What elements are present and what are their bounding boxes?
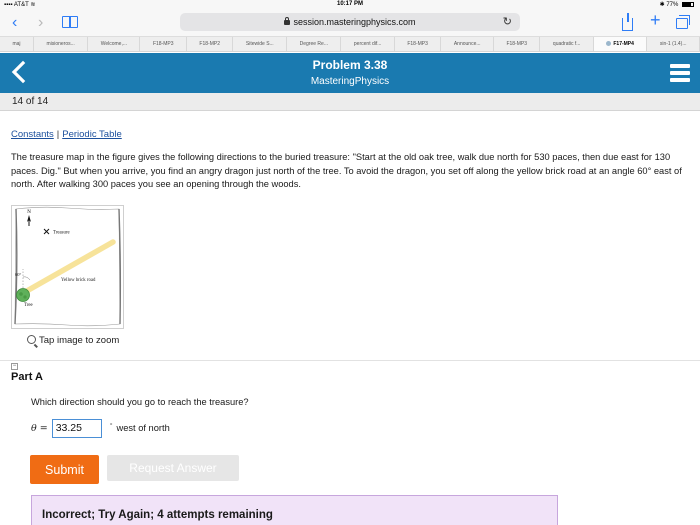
figure-treasure-label: Treasure (53, 230, 70, 236)
unit-label: ° west of north (109, 423, 170, 433)
url-text: session.masteringphysics.com (293, 17, 416, 27)
clock: 10:17 PM (336, 1, 363, 7)
reload-icon[interactable]: ↻ (502, 16, 512, 28)
figure-tree-label: Tree (24, 303, 33, 308)
bookmark-tab[interactable]: Sitewide S... (233, 37, 287, 51)
treasure-map-figure[interactable] (11, 205, 124, 329)
angle-value: 60° (637, 165, 652, 176)
bookmark-tab[interactable]: maj (0, 37, 34, 51)
bookmark-tab[interactable]: Announce... (441, 37, 494, 51)
request-answer-button[interactable]: Request Answer (107, 455, 239, 481)
periodic-table-link[interactable]: Periodic Table (62, 129, 122, 140)
bookmark-tab[interactable]: Degree Re... (287, 37, 341, 51)
new-tab-icon[interactable]: + (650, 10, 661, 30)
zoom-link[interactable]: Tap image to zoom (27, 335, 119, 346)
link-separator: | (56, 129, 60, 140)
question-text: Which direction should you go to reach the treasure? (31, 397, 249, 407)
figure-angle-label: 60° (15, 272, 22, 277)
bookmark-tab[interactable]: misioneros... (34, 37, 88, 51)
answer-row (31, 418, 170, 438)
problem-statement: The treasure map in the figure gives the following directions to the buried treasure: "Start at the old oak tree, walk due north for 530 paces, then due east for 130 paces. Dig." But when you arrive, you find an angry dragon just north of the tree. To avoid the dragon, you set off along the yellow brick road at an angle 60° east of north. After walking 300 paces you see an opening through the woods. (11, 152, 682, 190)
part-title: Part A (11, 371, 43, 383)
page-title: Problem 3.38 (312, 58, 388, 72)
constants-link[interactable]: Constants (11, 129, 54, 140)
figure-road-label: Yellow brick road (61, 278, 96, 283)
tree-icon (17, 289, 30, 302)
signal-icon: ▪▪▪▪ (4, 2, 13, 8)
battery-icon (682, 2, 694, 7)
bookmark-tab[interactable]: F18-MP3 (395, 37, 441, 51)
theta-label: θ = (31, 422, 48, 434)
tabs-icon[interactable] (676, 18, 688, 29)
forward-icon[interactable]: › (38, 14, 44, 31)
resource-links (11, 129, 122, 140)
divider (0, 360, 700, 361)
collapse-icon[interactable]: − (12, 363, 17, 369)
page-subtitle: MasteringPhysics (310, 76, 390, 87)
share-icon[interactable] (622, 18, 633, 31)
bookmark-tab[interactable]: Welcome,... (88, 37, 140, 51)
wifi-icon: ≋ (30, 2, 36, 8)
tab-favicon-icon (606, 41, 611, 46)
problem-counter: 14 of 14 (0, 93, 700, 111)
app-header (0, 53, 700, 93)
treasure-map-image (12, 206, 123, 328)
browser-toolbar (0, 10, 700, 36)
bluetooth-icon: ✱ (659, 2, 665, 8)
figure-north-label: N (27, 210, 31, 215)
bookmark-tab[interactable]: quadratic f... (540, 37, 593, 51)
feedback-message: Incorrect; Try Again; 4 attempts remaining (31, 495, 558, 525)
lock-icon (284, 20, 290, 25)
zoom-icon (27, 335, 36, 344)
bookmark-tab[interactable]: F18-MP2 (187, 37, 233, 51)
status-bar (0, 0, 700, 10)
bookmark-tab[interactable]: percent dif... (341, 37, 394, 51)
bookmarks-icon[interactable] (62, 16, 78, 28)
answer-input[interactable] (52, 419, 102, 438)
bookmark-tab[interactable]: F17-MP4 (594, 37, 647, 51)
bookmark-tab[interactable]: F18-MP3 (494, 37, 540, 51)
submit-button[interactable]: Submit (30, 455, 99, 484)
battery-indicator: ✱ 77% (660, 1, 694, 8)
back-icon[interactable]: ‹ (12, 14, 18, 31)
tab-strip (0, 36, 700, 52)
main-content (0, 112, 700, 525)
bookmark-tab[interactable]: sin-1 (1.4)... (647, 37, 700, 51)
menu-icon[interactable] (670, 64, 690, 82)
carrier-label: ▪▪▪▪ AT&T ≋ (4, 2, 36, 8)
address-bar[interactable] (180, 13, 520, 31)
bookmark-tab[interactable]: F18-MP3 (140, 37, 186, 51)
